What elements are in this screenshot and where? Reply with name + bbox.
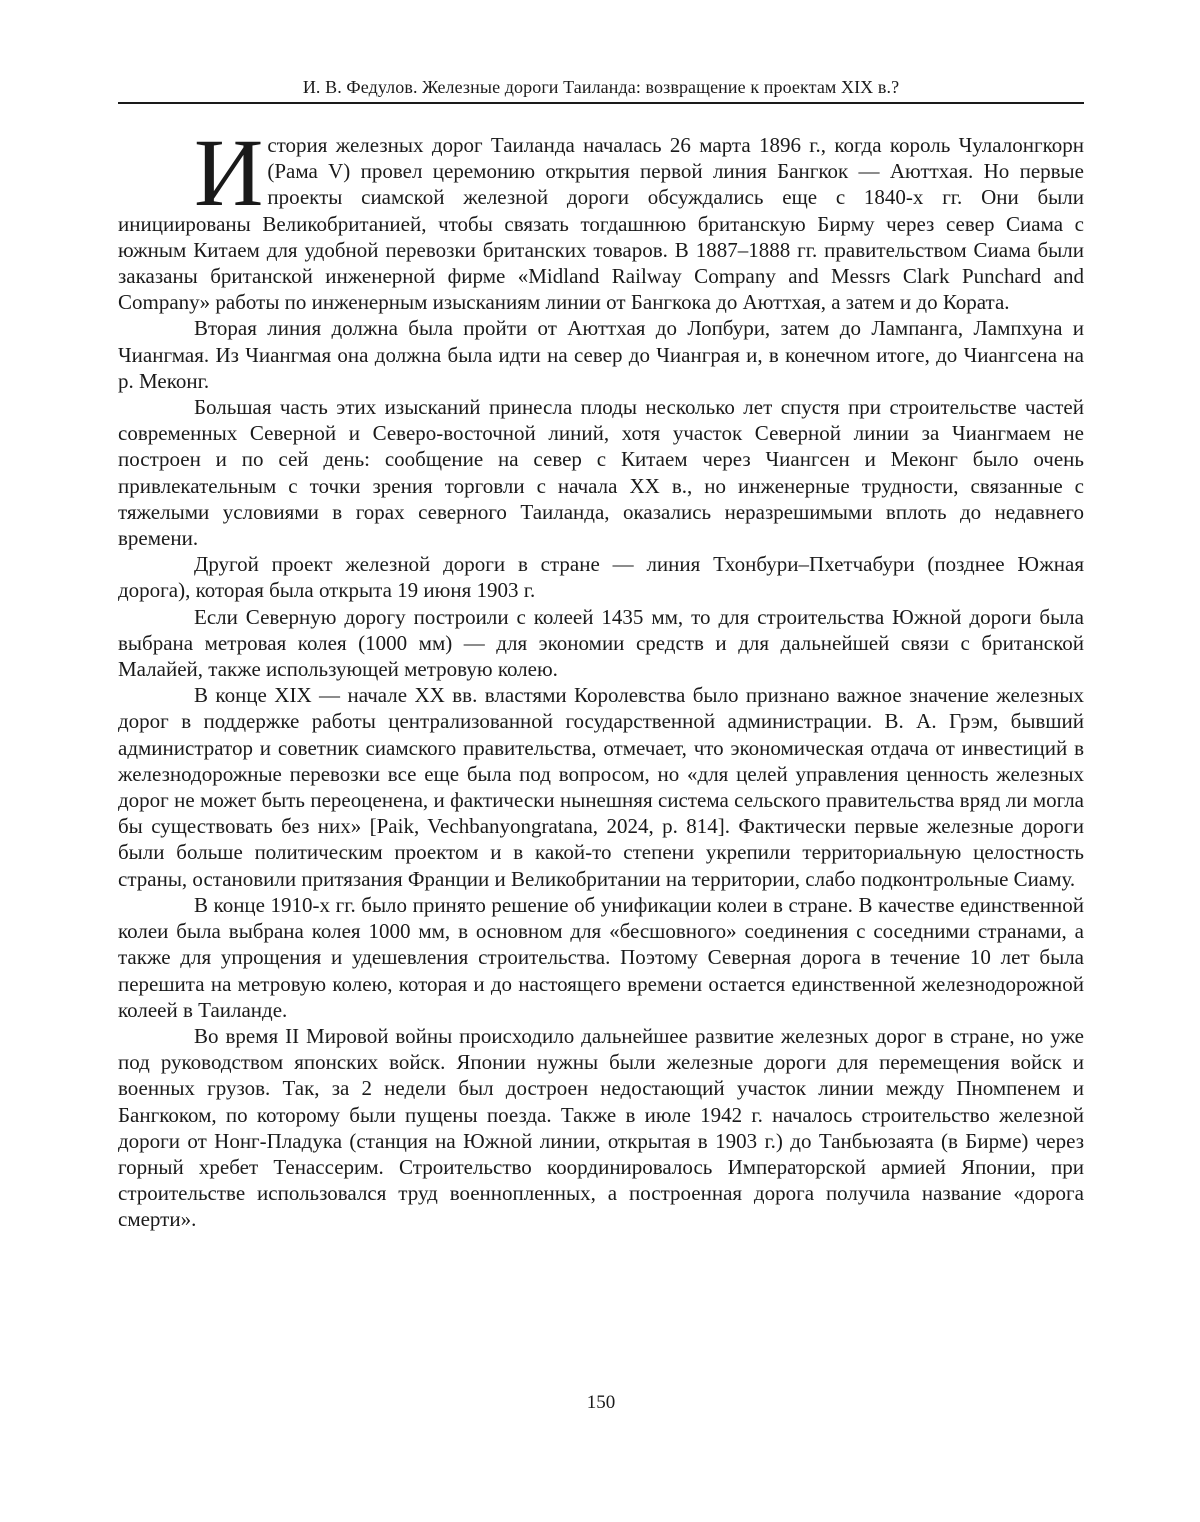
body-paragraph: Другой проект железной дороги в стране — линия Тхонбури–Пхетчабури (позднее Южная дорога), которая была открыта 19 июня 1903 г. xyxy=(118,552,1084,603)
drop-cap: И xyxy=(194,119,264,226)
header-rule xyxy=(118,102,1084,104)
page-number: 150 xyxy=(586,1392,616,1413)
body-paragraph: В конце XIX — начале XX вв. властями Королевства было признано важное значение железных дорог в поддержке работы централизованной государственной администрации. В. А. Грэм, бывший администратор и советник сиамского правительства, отмечает, что экономическая отдача от инвестиций в железнодорожные перевозки все еще была под вопросом, но «для целей управления ценность железных дорог не может быть переоценена, и фактически нынешняя система сельского правительства вряд ли могла бы существовать без них» [Paik, Vechbanyongratana, 2024, p. 814]. Фактически первые железные дороги были больше политическим проектом и в какой-то степени укрепили территориальную целостность страны, остановили притязания Франции и Великобритании на территории, слабо подконтрольные Сиаму. xyxy=(118,683,1084,891)
lead-paragraph xyxy=(118,119,1084,315)
lead-paragraph-text: стория железных дорог Таиланда началась 26 марта 1896 г., когда король Чулалонгкорн (Рама V) провел церемонию открытия первой линия Бангкок — Аюттхая. Но первые проекты сиамской железной дороги обсуждались еще с 1840-х гг. Они были инициированы Великобританией, чтобы связать тогдашнюю британскую Бирму через север Сиама с южным Китаем для удобной перевозки британских товаров. В 1887–1888 гг. правительством Сиама были заказаны британской инженерной фирме «Midland Railway Company and Messrs Clark Punchard and Company» работы по инженерным изысканиям линии от Бангкока до Аюттхая, а затем и до Кората. xyxy=(118,133,1084,315)
running-header: И. В. Федулов. Железные дороги Таиланда: возвращение к проектам XIX в.? xyxy=(302,77,900,97)
article-body xyxy=(118,119,1084,1233)
body-paragraph: Во время II Мировой войны происходило дальнейшее развитие железных дорог в стране, но уже под руководством японских войск. Японии нужны были железные дороги для перемещения войск и военных грузов. Так, за 2 недели был достроен недостающий участок линии между Пномпенем и Бангкоком, по которому были пущены поезда. Также в июле 1942 г. началось строительство железной дороги от Нонг-Пладука (станция на Южной линии, открытая в 1903 г.) до Танбьюзаята (в Бирме) через горный хребет Тенассерим. Строительство координировалось Императорской армией Японии, при строительстве использовался труд военнопленных, а построенная дорога получила название «дорога смерти». xyxy=(118,1023,1084,1232)
body-paragraph: Если Северную дорогу построили с колеей 1435 мм, то для строительства Южной дороги была выбрана метровая колея (1000 мм) — для экономии средств и для дальнейшей связи с британской Малайей, также использующей метровую колею. xyxy=(118,604,1084,682)
body-paragraph: Вторая линия должна была пройти от Аюттхая до Лопбури, затем до Лампанга, Лампхуна и Чиангмая. Из Чиангмая она должна была идти на север до Чианграя и, в конечном итоге, до Чиангсена на р. Меконг. xyxy=(118,316,1084,393)
body-paragraph: Большая часть этих изысканий принесла плоды несколько лет спустя при строительстве частей современных Северной и Северо-восточной линий, хотя участок Северной линии за Чиангмаем не построен и по сей день: сообщение на север с Китаем через Чиангсен и Меконг было очень привлекательным с точки зрения торговли с начала XX в., но инженерные трудности, связанные с тяжелыми условиями в горах северного Таиланда, оказались неразрешимыми вплоть до недавнего времени. xyxy=(118,395,1084,551)
body-paragraph: В конце 1910-х гг. было принято решение об унификации колеи в стране. В качестве единственной колеи была выбрана колея 1000 мм, в основном для «бесшовного» соединения с соседними странами, а также для упрощения и удешевления строительства. Поэтому Северная дорога в течение 10 лет была перешита на метровую колею, которая и до настоящего времени остается единственной железнодорожной колеей в Таиланде. xyxy=(118,892,1084,1022)
